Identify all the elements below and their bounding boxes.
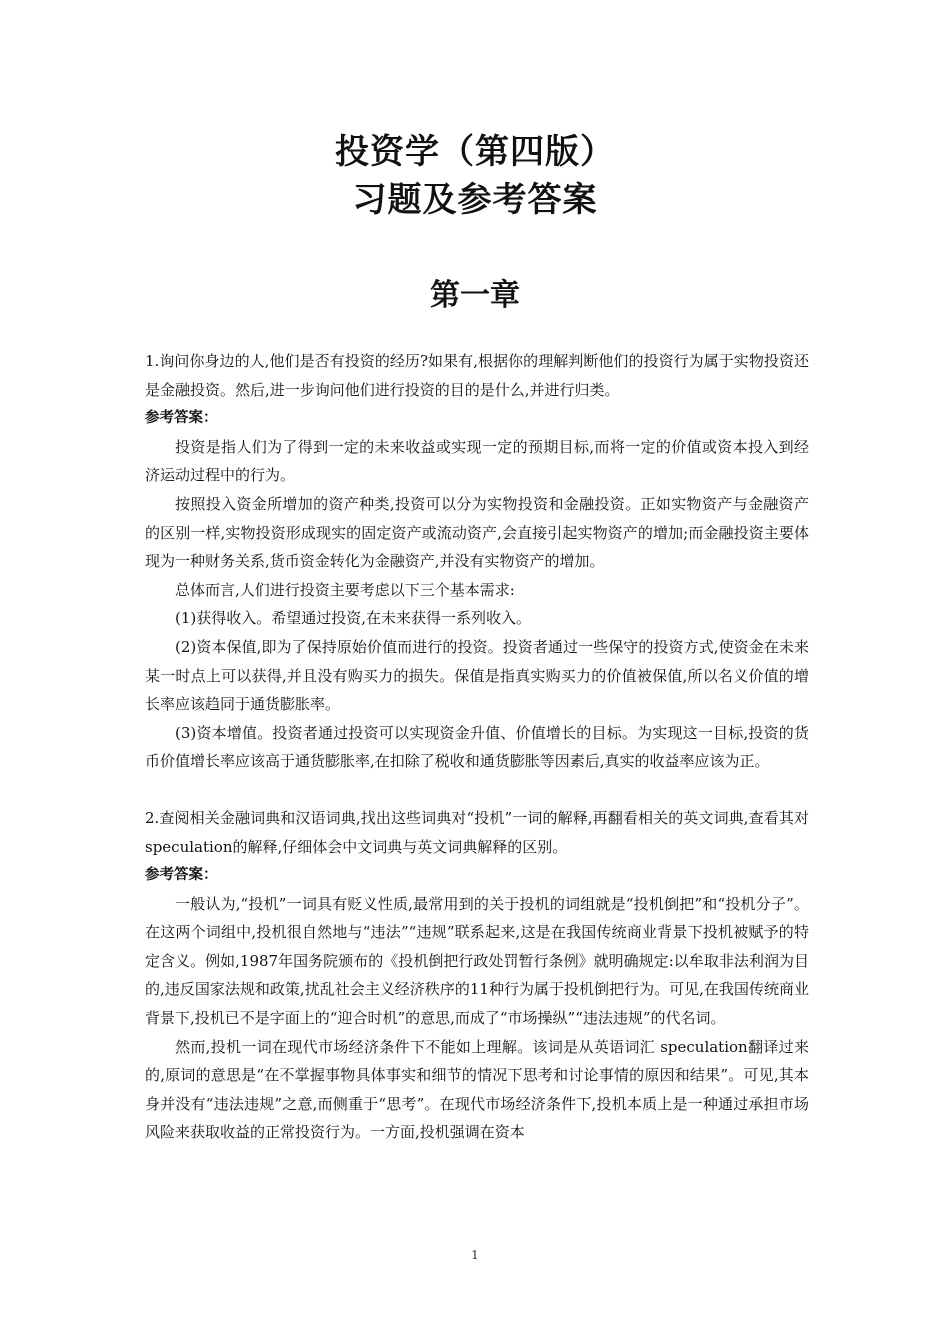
- answer-label-2: 参考答案：: [145, 867, 218, 884]
- answer-1-paragraph: (3)资本增值。投资者通过投资可以实现资金升值、价值增长的目标。为实现这一目标,投资的货币价值增长率应该高于通货膨胀率,在扣除了税收和通货膨胀等因素后,真实的收益率应该为正。: [145, 723, 809, 771]
- title-line-2: 习题及参考答案: [352, 180, 598, 220]
- section-spacer: [145, 776, 809, 804]
- answer-2-paragraph: 一般认为,“投机”一词具有贬义性质,最常用到的关于投机的词组就是“投机倒把”和“投机分子”。在这两个词组中,投机很自然地与“违法”“违规”联系起来,这是在我国传统商业背景下投机被赋予的特定含义。例如,1987年国务院颁布的《投机倒把行政处罚暂行条例》就明确规定:以牟取非法利润为目的,违反国家法规和政策,扰乱社会主义经济秩序的11种行为属于投机倒把行为。可见,在我国传统商业背景下,投机已不是字面上的“迎合时机”的意思,而成了“市场操纵”“违法违规”的代名词。: [145, 894, 809, 1028]
- document-title: [0, 128, 950, 224]
- answer-1-paragraph: 投资是指人们为了得到一定的未来收益或实现一定的预期目标,而将一定的价值或资本投入到经济运动过程中的行为。: [145, 437, 809, 485]
- answer-1-paragraph: (1)获得收入。希望通过投资,在未来获得一系列收入。: [175, 609, 532, 628]
- question-1: 1.询问你身边的人,他们是否有投资的经历?如果有,根据你的理解判断他们的投资行为属于实物投资还是金融投资。然后,进一步询问他们进行投资的目的是什么,并进行归类。: [145, 352, 809, 399]
- answer-1-paragraph: 总体而言,人们进行投资主要考虑以下三个基本需求:: [175, 580, 515, 599]
- title-line-1: 投资学（第四版）: [335, 132, 615, 172]
- page-number: 1: [471, 1248, 479, 1262]
- chapter-heading: 第一章: [430, 278, 520, 313]
- answer-1-paragraph: 按照投入资金所增加的资产种类,投资可以分为实物投资和金融投资。正如实物资产与金融资产的区别一样,实物投资形成现实的固定资产或流动资产,会直接引起实物资产的增加;而金融投资主要体现为一种财务关系,货币资金转化为金融资产,并没有实物资产的增加。: [145, 494, 809, 571]
- answer-1-paragraph: (2)资本保值,即为了保持原始价值而进行的投资。投资者通过一些保守的投资方式,使资金在未来某一时点上可以获得,并且没有购买力的损失。保值是指真实购买力的价值被保值,所以名义价值的增长率应该趋同于通货膨胀率。: [145, 637, 809, 714]
- answer-2-paragraph: 然而,投机一词在现代市场经济条件下不能如上理解。该词是从英语词汇 speculation翻译过来的,原词的意思是“在不掌握事物具体事实和细节的情况下思考和讨论事情的原因和结果”。可见,其本身并没有“违法违规”之意,而侧重于“思考”。在现代市场经济条件下,投机本质上是一种通过承担市场风险来获取收益的正常投资行为。一方面,投机强调在资本: [145, 1037, 809, 1142]
- answer-label-1: 参考答案：: [145, 410, 218, 427]
- content-body: [145, 347, 809, 1147]
- question-2: 2.查阅相关金融词典和汉语词典,找出这些词典对“投机”一词的解释,再翻看相关的英文词典,查看其对speculation的解释,仔细体会中文词典与英文词典解释的区别。: [145, 808, 809, 856]
